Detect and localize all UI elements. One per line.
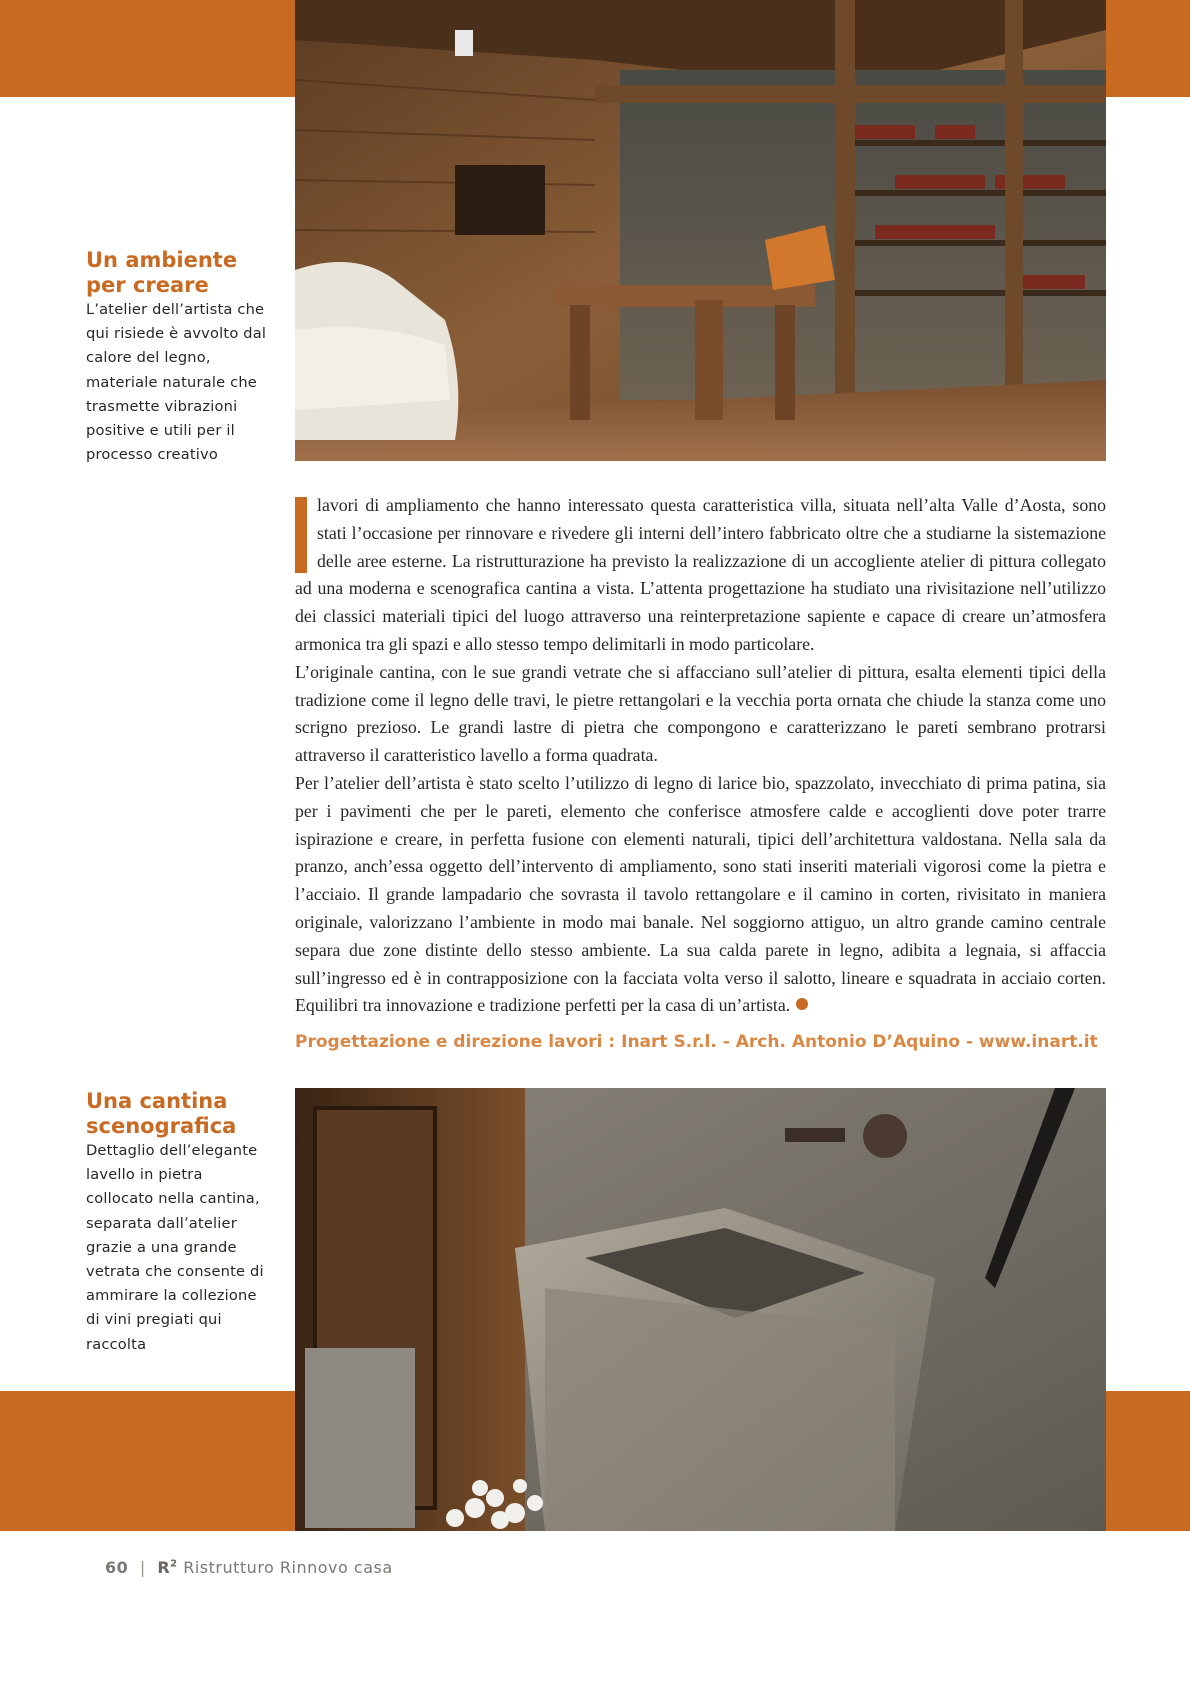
article-body [295, 492, 1106, 1020]
article-paragraph [295, 492, 1106, 659]
atelier-photo [295, 0, 1106, 461]
magazine-name: Ristrutturo Rinnovo casa [183, 1558, 393, 1577]
article-paragraph [295, 770, 1106, 1020]
caption-line: separata dall’atelier [86, 1214, 237, 1232]
caption-line: lavello in pietra [86, 1166, 203, 1184]
caption-atelier [86, 248, 276, 467]
dropcap-letter [295, 497, 307, 573]
caption-line: materiale naturale che [86, 373, 257, 391]
stone-sink-photo [295, 1088, 1106, 1531]
caption-line: di vini pregiati qui [86, 1311, 222, 1329]
caption-line: L’atelier dell’artista che [86, 301, 265, 318]
paragraph-text: L’originale cantina, con le sue grandi vetrate che si affacciano sull’atelier di pittura, esalta elementi tipici della tradizione come il legno delle travi, le pietre rettangolari e la vecchia porta ornata che chiude la stanza come uno scrigno prezioso. Le grandi lastre di pietra che compongono e caratterizzano le pareti sembrano protrarsi attraverso il caratteristico lavello a forma quadrata. [295, 661, 1106, 766]
paragraph-text: lavori di ampliamento che hanno interessato questa caratteristica villa, situata nell’alta Valle d’Aosta, sono stati l’occasione per rinnovare e rivedere gli interni dell’intero fabbricato oltre che a studiarne la sistemazione delle aree esterne. La ristrutturazione ha previsto la realizzazione di un accogliente atelier di pittura collegato ad una moderna e scenografica cantina a vista. L’attenta progettazione ha studiato una rivisitazione nell’utilizzo dei classici materiali tipici del luogo attraverso una reinterpretazione sapiente e capace di creare un’atmosfera armonica tra gli spazi e allo stesso tempo delimitarli in modo particolare. [295, 495, 1106, 654]
end-of-article-dot [796, 998, 808, 1010]
caption-title-line: per creare [86, 273, 209, 297]
footer-separator: | [139, 1558, 146, 1577]
caption-line: trasmette vibrazioni [86, 397, 238, 415]
paragraph-text: Per l’atelier dell’artista è stato scelto l’utilizzo di legno di larice bio, spazzolato, invecchiato di prima patina, sia per i pavimenti che per le pareti, elemento che conferisce atmosfere calde e accoglienti dove poter trarre ispirazione e creare, in perfetta fusione con elementi naturali, tipici dell’architettura valdostana. Nella sala da pranzo, anch’essa oggetto dell’intervento di ampliamento, sono stati inseriti materiali vigorosi come la pietra e l’acciaio. Il grande lampadario che sovrasta il tavolo rettangolare e il camino in corten, rivisitato in maniera originale, valorizzano l’ambiente in modo mai banale. Nel soggiorno attiguo, un altro grande camino centrale separa due zone distinte dello stesso ambiente. La sua calda parete in legno, adibita a legnaia, si affaccia sull’ingresso ed è in contrapposizione con la facciata volta verso il salotto, lineare e squadrata in acciaio corten. Equilibri tra innovazione e tradizione perfetti per la casa di un’artista. [295, 772, 1106, 1016]
caption-line: processo creativo [86, 446, 219, 464]
article-paragraph [295, 659, 1106, 770]
caption-title [86, 248, 276, 298]
project-credits: Progettazione e direzione lavori : Inart S.r.l. - Arch. Antonio D’Aquino - www.inart.it [295, 1032, 1098, 1052]
caption-line: calore del legno, [86, 349, 211, 367]
caption-line: positive e utili per il [86, 422, 235, 440]
logo-letter: R [157, 1558, 171, 1577]
caption-title-line: Una cantina [86, 1089, 228, 1113]
page-footer [105, 1558, 393, 1577]
caption-line: Dettaglio dell’elegante [86, 1142, 258, 1159]
caption-line: grazie a una grande [86, 1238, 237, 1256]
caption-title-line: Un ambiente [86, 248, 238, 272]
caption-line: vetrata che consente di [86, 1263, 264, 1281]
caption-line: collocato nella cantina, [86, 1190, 260, 1208]
caption-title-line: scenografica [86, 1114, 237, 1138]
caption-text [86, 1139, 276, 1357]
caption-title [86, 1089, 276, 1139]
caption-text [86, 298, 276, 467]
magazine-logo [157, 1558, 177, 1577]
caption-line: raccolta [86, 1335, 147, 1353]
caption-line: ammirare la collezione [86, 1287, 257, 1305]
logo-superscript: 2 [170, 1558, 178, 1570]
caption-cantina [86, 1089, 276, 1357]
page-number: 60 [105, 1558, 129, 1577]
caption-line: qui risiede è avvolto dal [86, 325, 267, 343]
